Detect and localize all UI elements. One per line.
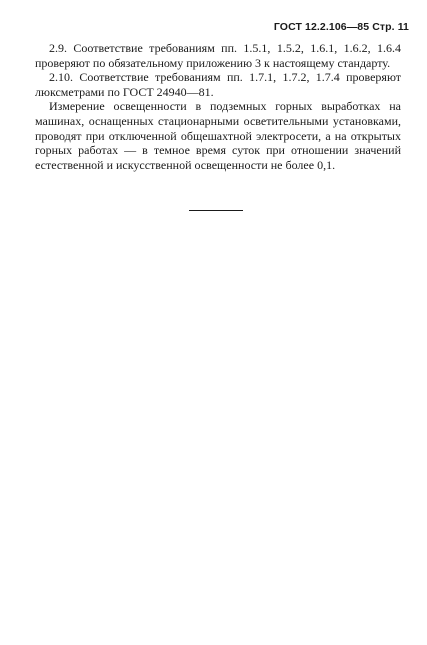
- page-number: Стр. 11: [372, 21, 409, 33]
- page-header: [274, 21, 409, 33]
- body-text: [35, 41, 401, 172]
- end-divider: [189, 210, 243, 211]
- standard-number: ГОСТ 12.2.106—85: [273, 21, 370, 33]
- paragraph-illumination: Измерение освещенности в подземных горных выработках на машинах, оснащенных стационарными осветительными установками, проводят при отключенной общешахтной электросети, а на открытых горных работах — в темное время суток при отношении значений естественной и искусственной освещенности не более 0,1.: [35, 99, 401, 172]
- paragraph-2-10: 2.10. Соответствие требованиям пп. 1.7.1, 1.7.2, 1.7.4 проверяют люксметрами по ГОСТ 24940—81.: [35, 70, 401, 99]
- paragraph-2-9: 2.9. Соответствие требованиям пп. 1.5.1, 1.5.2, 1.6.1, 1.6.2, 1.6.4 проверяют по обязательному приложению 3 к настоящему стандарту.: [35, 41, 401, 70]
